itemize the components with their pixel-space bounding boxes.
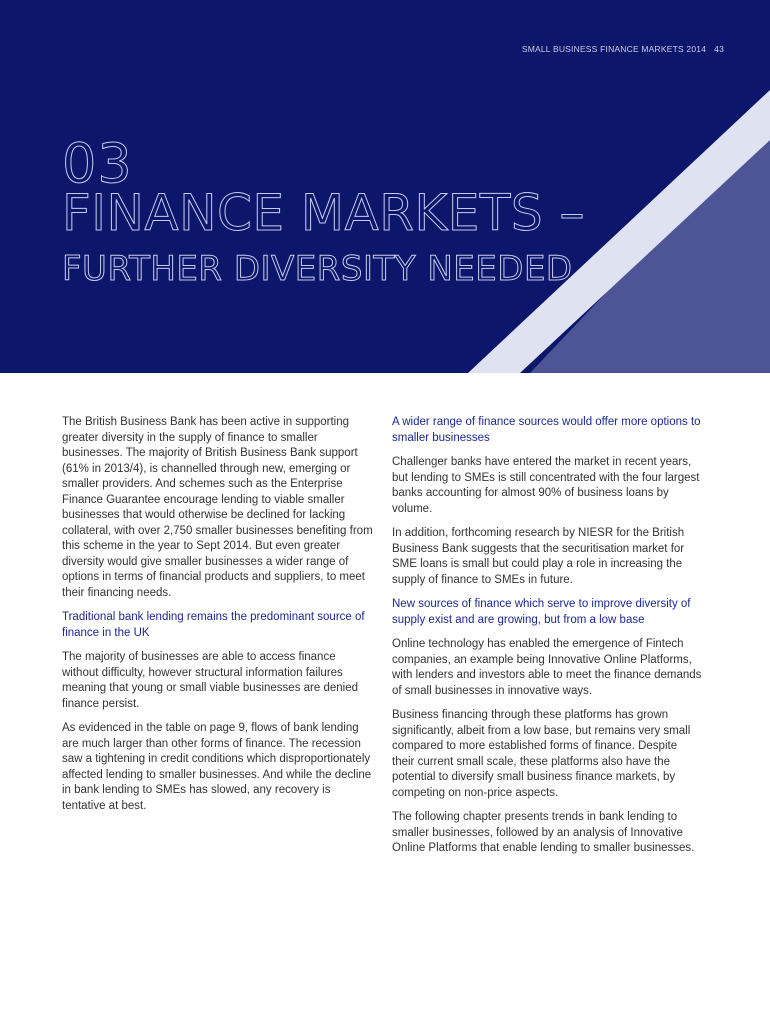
paragraph-platform-growth: Business financing through these platforms has grown significantly, albeit from a low base, but remains very small compared to more established forms of finance. Despite their current small scale, these platforms also have the potential to diversify small business finance markets, by competing on non-price aspects. (392, 709, 691, 799)
left-column (62, 415, 374, 823)
section-heading-new-sources: New sources of finance which serve to improve diversity of supply exist and are growing, but from a low base (392, 598, 691, 626)
running-head-title: SMALL BUSINESS FINANCE MARKETS 2014 (521, 44, 707, 54)
intro-paragraph: The British Business Bank has been active in supporting greater diversity in the supply of finance to smaller businesses. The majority of British Business Bank support (61% in 2013/4), is channelled through new, emerging or smaller providers. And schemes such as the Enterprise Finance Guarantee encourage lending to viable smaller businesses that would otherwise be declined for lacking collateral, with over 2,750 smaller businesses benefiting from this scheme in the year to Sept 2014. But even greater diversity would give smaller businesses a wider range of options in terms of financial products and suppliers, to meet their financing needs. (62, 416, 373, 599)
paragraph-bank-lending-flows: As evidenced in the table on page 9, flows of bank lending are much larger than other forms of finance. The recession saw a tightening in credit conditions which disproportionately affected lending to smaller businesses. And while the decline in bank lending to SMEs has slowed, any recovery is tentative at best. (62, 722, 372, 812)
running-head (522, 44, 724, 54)
chapter-title: FINANCE MARKETS – (62, 184, 586, 242)
section-heading-bank-lending: Traditional bank lending remains the predominant source of finance in the UK (62, 611, 365, 639)
paragraph-following-chapter: The following chapter presents trends in bank lending to smaller businesses, followed by an analysis of Innovative Online Platforms that enable lending to smaller businesses. (392, 811, 695, 854)
paragraph-challenger-banks: Challenger banks have entered the market in recent years, but lending to SMEs is still concentrated with the four largest banks accounting for almost 90% of business loans by volume. (392, 456, 700, 515)
chapter-banner (0, 0, 770, 373)
page-number: 43 (714, 44, 724, 54)
paragraph-online-technology: Online technology has enabled the emergence of Fintech companies, an example being Innovative Online Platforms, with lenders and investors able to meet the finance demands of small businesses in innovative ways. (392, 638, 702, 697)
paragraph-access-finance: The majority of businesses are able to access finance without difficulty, however structural information failures meaning that young or small viable businesses are denied finance persist. (62, 651, 358, 710)
paragraph-securitisation: In addition, forthcoming research by NIESR for the British Business Bank suggests that the securitisation market for SME loans is small but could play a role in increasing the supply of finance to SMEs in future. (392, 527, 685, 586)
right-column (392, 415, 702, 866)
section-heading-wider-range: A wider range of finance sources would offer more options to smaller businesses (392, 416, 701, 444)
chapter-subtitle: FURTHER DIVERSITY NEEDED (62, 249, 573, 289)
chapter-number: 03 (62, 132, 133, 195)
